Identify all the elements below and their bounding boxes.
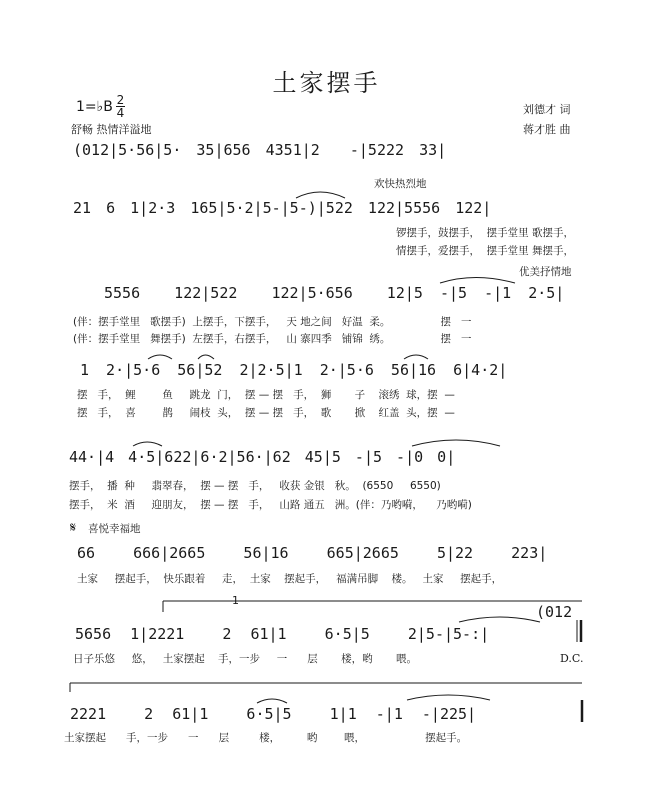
lyric-verse-1: 锣摆手，鼓摆手， 摆手堂里 歌摆手， [396,227,575,239]
slur [404,355,428,359]
score-row-1-notes: (012|5·56|5· 35|656 4351|2 -|5222 33| [73,141,447,159]
segno-sign: 𝄋 [70,520,77,536]
score-row-2-notes: 21 6 1|2·3 165|5·2|5-|5-)|522 122|5556 122| [73,199,492,217]
lyric-verse-1: 摆 手， 鲤 鱼 跳龙 门， 摆 — 摆 手， 狮 子 滚绣 球，摆 — [77,389,455,401]
expression-mark: 优美抒情地 [519,266,572,278]
score-row-8-notes: 2221 2 61|1 6·5|5 1|1 -|1 -|225| [70,705,477,723]
slur [459,617,540,622]
slur [133,442,162,446]
slur [198,355,214,359]
lyric-verse-2: (伴：摆手堂里 舞摆手) 左摆手，右摆手， 山 寨四季 铺锦 绣。 摆 一 [73,333,472,345]
time-signature-denominator: 4 [116,106,125,120]
expression-mark: 喜悦幸福地 [88,523,141,535]
lyric-verse-2: 摆 手， 喜 鹊 闹枝 头， 摆 — 摆 手， 歌 掀 红盖 头，摆 — [77,407,455,419]
da-capo-mark: D.C. [560,652,584,665]
lyric-verse: 日子乐悠 悠， 土家摆起 手，一步 一 层 楼，哟 喂。 [73,653,417,665]
pickup-notes: (012 [536,603,573,621]
lyric-verse: 土家 摆起手， 快乐跟着 走， 土家 摆起手， 福满吊脚 楼。 土家 摆起手， [77,573,503,585]
slur [148,355,172,359]
slur [407,695,490,700]
time-signature [116,94,125,119]
score-row-7-notes: 5656 1|2221 2 61|1 6·5|5 2|5-|5-:| [75,625,490,643]
expression-mark: 欢快热烈地 [374,178,427,190]
slur [440,278,515,284]
lyric-verse-2: 摆手， 米 酒 迎朋友， 摆 — 摆 手， 山路 通五 洲。(伴：乃哟嗬， 乃哟嗬) [69,499,472,511]
tempo-marking: 舒畅 热情洋溢地 [71,123,152,136]
lyric-verse-1: 摆手， 播 种 翡翠春， 摆 — 摆 手， 收获 金银 秋。 (6550 6550) [69,480,441,492]
slur [412,440,500,446]
time-signature-numerator: 2 [116,93,125,107]
key-signature: 1=♭B [76,99,113,115]
score-row-5-notes: 44·|4 4·5|622|6·2|56·|62 45|5 -|5 -|0 0| [69,448,456,466]
page-title: 土家摆手 [272,69,381,97]
score-row-4-notes: 1 2·|5·6 56|52 2|2·5|1 2·|5·6 56|16 6|4·2| [80,361,508,379]
score-row-3-notes: 5556 122|522 122|5·656 12|5 -|5 -|1 2·5| [104,284,565,302]
slur [296,192,345,198]
lyric-verse: 土家摆起 手，一步 一 层 楼， 哟 喂， 摆起手。 [64,732,468,744]
composer-credit: 蒋才胜 曲 [523,123,571,136]
score-row-6-notes: 66 666|2665 56|16 665|2665 5|22 223| [77,544,548,562]
slur [257,699,287,703]
lyric-verse-1: (伴：摆手堂里 歌摆手) 上摆手，下摆手， 天 地之间 好温 柔。 摆 一 [73,316,472,328]
lyricist-credit: 刘德才 词 [523,103,571,116]
volta-number: 1 [232,594,239,607]
lyric-verse-2: 情摆手，爱摆手， 摆手堂里 舞摆手， [396,245,575,257]
